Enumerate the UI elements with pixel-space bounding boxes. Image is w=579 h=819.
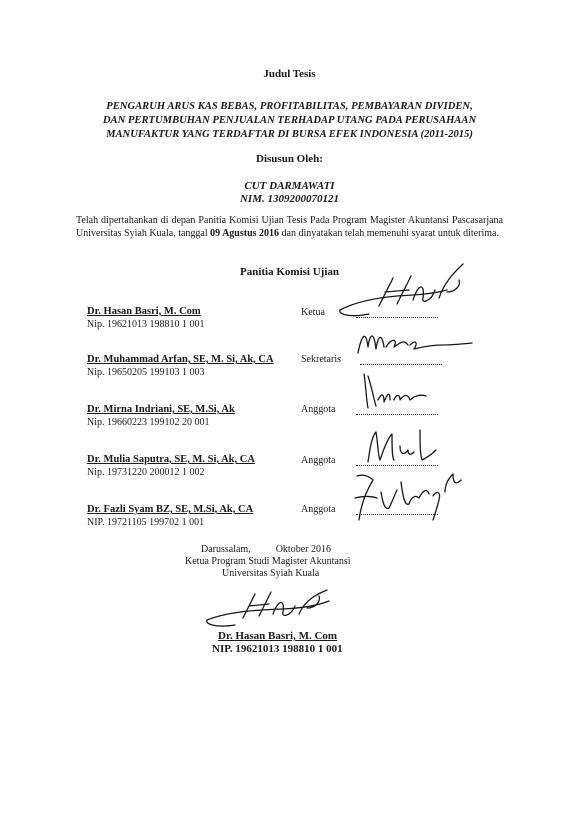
- signature-anggota-2: [362, 426, 442, 468]
- committee-member-name: Dr. Mirna Indriani, SE, M.Si, Ak: [87, 404, 235, 415]
- closing-place-date: Darussalam, Oktober 2016: [201, 544, 331, 555]
- committee-member-name: Dr. Muhammad Arfan, SE, M. Si, Ak, CA: [87, 354, 274, 365]
- thesis-title-line-3: MANUFAKTUR YANG TERDAFTAR DI BURSA EFEK INDONESIA (2011-2015): [106, 129, 473, 140]
- statement-text-before: Telah dipertahankan di depan Panitia Komisi Ujian Tesis Pada Program Magister Akuntansi Pascasarjana Universitas Syiah Kuala, tanggal: [76, 215, 503, 239]
- statement-paragraph: [76, 215, 503, 240]
- closing-signer-nip: NIP. 19621013 198810 1 001: [212, 643, 343, 655]
- author-nim: NIM. 1309200070121: [239, 193, 339, 205]
- thesis-title-line-1: PENGARUH ARUS KAS BEBAS, PROFITABILITAS, PEMBAYARAN DIVIDEN,: [106, 101, 473, 112]
- closing-position: Ketua Program Studi Magister Akuntansi: [185, 556, 351, 567]
- signature-ketua: [335, 262, 470, 324]
- signature-anggota-1: [360, 370, 440, 412]
- committee-member-name: Dr. Fazli Syam BZ, SE, M.Si, Ak, CA: [87, 504, 254, 515]
- committee-member-name: Dr. Mulia Saputra, SE, M. Si, Ak, CA: [87, 454, 255, 465]
- committee-member-role: Anggota: [301, 455, 336, 466]
- closing-signer-name: Dr. Hasan Basri, M. Com: [218, 630, 338, 642]
- committee-member-nip: Nip. 19650205 199103 1 003: [87, 367, 205, 378]
- committee-member-role: Anggota: [301, 404, 336, 415]
- signature-anggota-3: [345, 470, 470, 532]
- committee-member-role: Sekretaris: [301, 354, 341, 365]
- thesis-title-line-2: DAN PERTUMBUHAN PENJUALAN TERHADAP UTANG PADA PERUSAHAAN: [102, 115, 477, 126]
- document-heading: Judul Tesis: [263, 68, 316, 80]
- signature-sekretaris: [352, 325, 477, 365]
- committee-title: Panitia Komisi Ujian: [239, 266, 339, 278]
- signature-ketua-program: [203, 588, 343, 633]
- committee-member-nip: Nip. 19731220 200012 1 002: [87, 467, 205, 478]
- statement-text-after: dan dinyatakan telah memenuhi syarat untuk diterima.: [279, 227, 499, 239]
- author-name: CUT DARMAWATI: [244, 180, 335, 192]
- committee-member-name: Dr. Hasan Basri, M. Com: [87, 306, 201, 317]
- committee-member-role: Anggota: [301, 504, 336, 515]
- committee-member-nip: Nip. 19621013 198810 1 001: [87, 319, 205, 330]
- committee-member-role: Ketua: [301, 307, 325, 318]
- closing-institution: Universitas Syiah Kuala: [222, 568, 320, 579]
- committee-member-nip: NIP. 19721105 199702 1 001: [87, 517, 205, 528]
- signature-line: [356, 414, 438, 415]
- committee-member-nip: Nip. 19660223 199102 20 001: [87, 417, 210, 428]
- statement-date: 09 Agustus 2016: [210, 227, 280, 239]
- prepared-by-label: Disusun Oleh:: [256, 153, 323, 165]
